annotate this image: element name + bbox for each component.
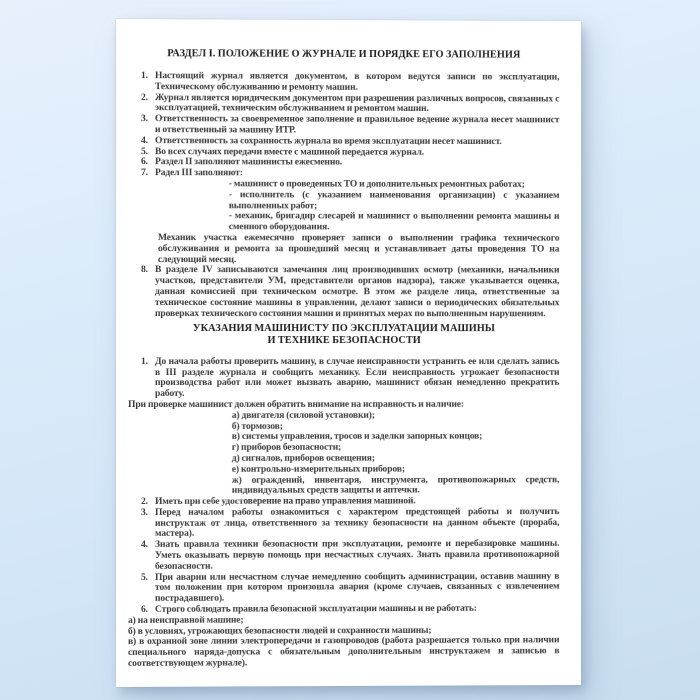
check-intro: При проверке машинист должен обратить внимание на исправность и наличие:	[127, 398, 464, 410]
section2-title	[128, 323, 559, 345]
check-item-v: в) системы управления, тросов и заделки запорных концов;	[231, 430, 483, 443]
check-item-zh: ж) ограждений, инвентаря, инструмента, противопожарных средств, индивидуальных средств защиты и аптечки.	[231, 473, 560, 497]
item-text: Настоящий журнал является документом, в котором ведутся записи по эксплуатации, Техническому обслуживанию и ремонту машин.	[154, 70, 560, 93]
item-text: Ответственность за своевременное заполнение и правильное ведение журнала несет машинист и ответственный за машину ИТР.	[154, 113, 560, 136]
item-number: 1.	[140, 70, 148, 82]
item-number: 5.	[140, 145, 148, 157]
item6-subitem-b: б) в условиях, угрожающих безопасности людей и сохранности машины;	[127, 624, 432, 637]
section2-title-line1: УКАЗАНИЯ МАШИНИСТУ ПО ЭКСПЛУАТАЦИИ МАШИНЫ	[192, 323, 495, 335]
item-number: 2.	[140, 496, 148, 508]
item-number: 7.	[140, 167, 148, 179]
item7-subitem-2: - исполнитель (с указанием наименования организации) с указанием выполненных работ;	[228, 189, 560, 211]
item-text: Иметь при себе удостоверение на право управления машиной.	[154, 495, 416, 508]
section2-item-5	[141, 571, 559, 605]
item-number: 8.	[140, 264, 148, 276]
item-number: 4.	[140, 134, 148, 146]
item-text: Строго соблюдать правила безопасной эксплуатации машины и не работать:	[154, 602, 477, 615]
section1-item-1	[141, 71, 559, 94]
section1-item-2	[141, 93, 559, 116]
check-item-a: а) двигателя (силовой установки);	[231, 409, 375, 421]
item-text: При аварии или несчастном случае немедленно сообщить администрации, оставив машину в том положении при котором произошла авария (кроме случаев, связанных с извлечением пострадавшего).	[154, 570, 560, 605]
item-text: В разделе IV записываются замечания лиц производивших осмотр (механики, начальники участков, представители УМ, представители органов надзора), также указывается оценка, данная комиссией при техническом осмотре. В этом же разделе лица, ответственные за техническое состояние машины в управлении, делают записи о периодических обязательных проверках технического состояния машин и принятых мерах по выполненным нарушениям.	[154, 264, 560, 319]
section1-title: РАЗДЕЛ I. ПОЛОЖЕНИЕ О ЖУРНАЛЕ И ПОРЯДКЕ ЕГО ЗАПОЛНЕНИЯ	[167, 48, 521, 61]
item-text: До начала работы проверить машину, в случае неисправности устранить ее или сделать запись в III разделе журнала и сообщить механику. Если неисправность угрожает безопасности производства работ или может вызвать аварию, машинист обязан немедленно прекратить работу.	[154, 355, 560, 400]
item-text: Знать правила техники безопасности при эксплуатации, ремонте и перебазировке машины. Уметь оказывать первую помощь при несчастных случаях. Знать правила противопожарной безопасности.	[154, 538, 560, 572]
item-text: Ответственность за сохранность журнала во время эксплуатации несет машинист.	[154, 134, 502, 147]
check-item-e: е) контрольно-измерительных приборов;	[231, 463, 405, 475]
item6-subitem-a: а) на неисправной машине;	[127, 614, 244, 626]
item-number: 5.	[140, 571, 148, 583]
check-item-g: г) приборов безопасности;	[231, 441, 342, 453]
item-text: Во всех случаях передачи вместе с машиной передается журнал.	[154, 145, 424, 158]
item-number: 2.	[140, 91, 148, 103]
item-number: 1.	[140, 355, 148, 367]
item7-subitem-3: - механик, бригадир слесарей и машинист о выполнении ремонта машины и сменного оборудования.	[228, 210, 560, 233]
document-page	[116, 19, 581, 687]
item-number: 4.	[140, 539, 148, 551]
section2-item-1	[141, 357, 559, 400]
item-text: Перед началом работы ознакомиться с характером предстоящей работы и получить инструктаж от лица, ответственного за технику безопасности на данном объекте (прораба, мастера).	[154, 505, 560, 540]
section1-item-3	[141, 114, 559, 137]
item-number: 6.	[140, 603, 148, 615]
item-text: Радел III заполняют:	[154, 167, 243, 179]
section2-item-4	[141, 539, 559, 572]
section2-item-3	[141, 507, 559, 540]
item-number: 6.	[140, 156, 148, 168]
section1-item-8	[141, 265, 559, 319]
item-number: 3.	[140, 506, 148, 518]
section2-title-line2: И ТЕХНИКЕ БЕЗОПАСНОСТИ	[267, 334, 421, 346]
item6-subitem-v: в) в охранной зоне линии электропередачи и газопроводов (работа разрешается только при наличии специального наряда-допуска с обязательным дополнительным инструктажем и записью в соответствующем журнале).	[127, 634, 560, 669]
check-item-b: б) тормозов;	[231, 420, 283, 432]
item-text: Раздел II заполняют машинисты ежесменно.	[154, 156, 343, 168]
item7-subitem-1: - машинист о проведенных ТО и дополнительных ремонтных работах;	[228, 178, 525, 190]
item-text: Журнал является юридическим документом при разрешении различных вопросов, связанных с эксплуатацией, техническим обслуживанием и ремонтом машин.	[154, 91, 560, 115]
check-item-d: д) сигналов, приборов освещения;	[231, 452, 375, 464]
mechanic-note: Механик участка ежемесячно проверяет записи о выполнении графика технического обслуживания и ремонта за прошедший месяц и устанавливает даты проведения ТО на следующий месяц.	[157, 232, 560, 265]
item-number: 3.	[140, 113, 148, 125]
